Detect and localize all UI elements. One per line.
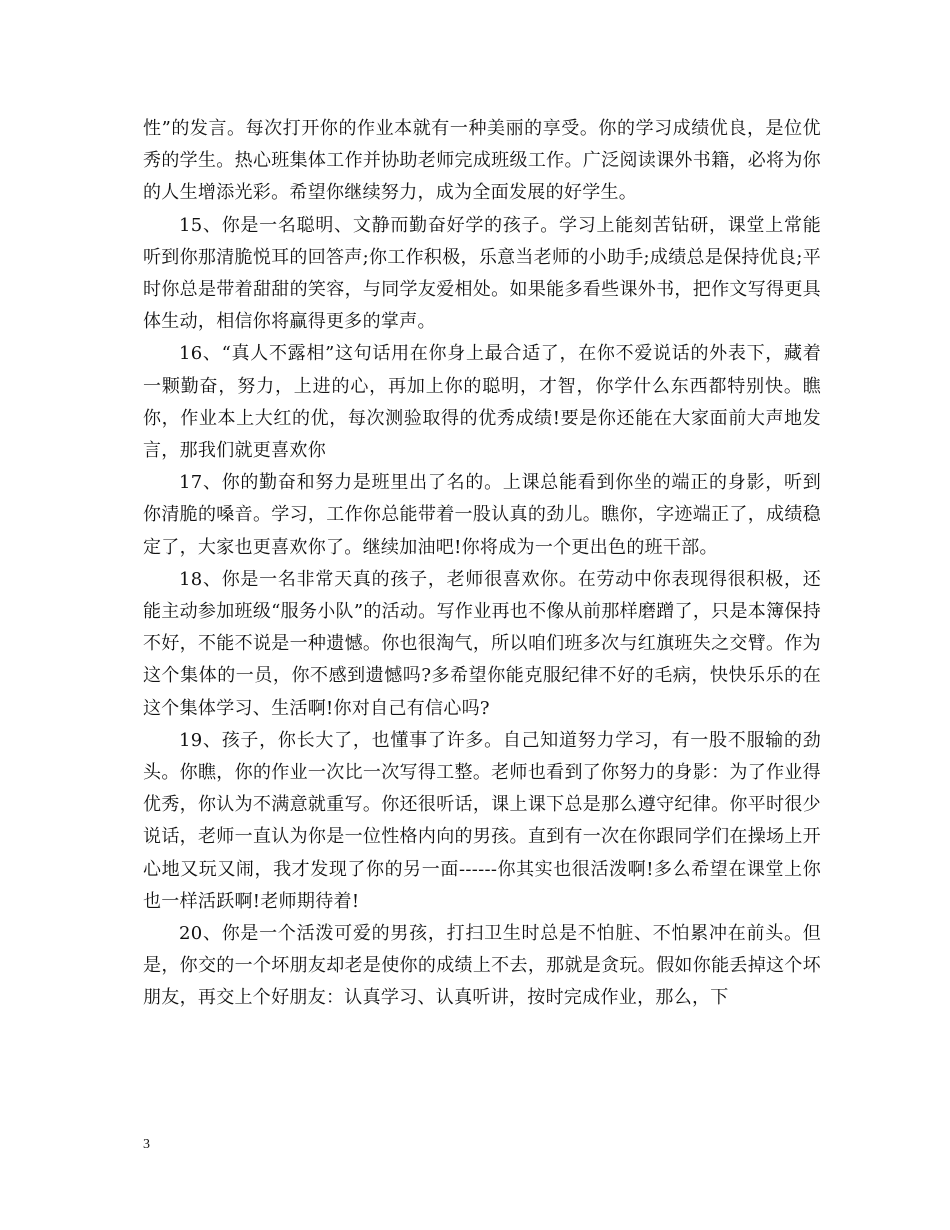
- paragraph-comment-20: 20、你是一个活泼可爱的男孩，打扫卫生时总是不怕脏、不怕累冲在前头。但是，你交的一个坏朋友却老是使你的成绩上不去，那就是贪玩。假如你能丢掉这个坏朋友，再交上个好朋友：认真学习、认真听讲，按时完成作业，那么，下: [143, 923, 821, 1009]
- paragraph-comment-18: 18、你是一名非常天真的孩子，老师很喜欢你。在劳动中你表现得很积极，还能主动参加班级“服务小队”的活动。写作业再也不像从前那样磨蹭了，只是本簿保持不好，不能不说是一种遗憾。你也很淘气，所以咱们班多次与红旗班失之交臂。作为这个集体的一员，你不感到遗憾吗?多希望你能克服纪律不好的毛病，快快乐乐的在这个集体学习、生活啊!你对自己有信心吗?: [143, 568, 821, 719]
- document-body: [143, 113, 821, 1015]
- paragraph-comment-16: 16、“真人不露相”这句话用在你身上最合适了，在你不爱说话的外表下，藏着一颗勤奋，努力，上进的心，再加上你的聪明，才智，你学什么东西都特别快。瞧你，作业本上大红的优，每次测验取得的优秀成绩!要是你还能在大家面前大声地发言，那我们就更喜欢你: [143, 343, 821, 462]
- paragraph-comment-19: 19、孩子，你长大了，也懂事了许多。自己知道努力学习，有一股不服输的劲头。你瞧，你的作业一次比一次写得工整。老师也看到了你努力的身影：为了作业得优秀，你认为不满意就重写。你还很听话，课上课下总是那么遵守纪律。你平时很少说话，老师一直认为你是一位性格内向的男孩。直到有一次在你跟同学们在操场上开心地又玩又闹，我才发现了你的另一面------你其实也很活泼啊!多么希望在课堂上你也一样活跃啊!老师期待着!: [143, 729, 821, 912]
- paragraph-comment-17: 17、你的勤奋和努力是班里出了名的。上课总能看到你坐的端正的身影，听到你清脆的嗓音。学习，工作你总能带着一股认真的劲儿。瞧你，字迹端正了，成绩稳定了，大家也更喜欢你了。继续加油吧!你将成为一个更出色的班干部。: [143, 472, 821, 558]
- paragraph-comment-15: 15、你是一名聪明、文静而勤奋好学的孩子。学习上能刻苦钻研，课堂上常能听到你那清脆悦耳的回答声;你工作积极，乐意当老师的小助手;成绩总是保持优良;平时你总是带着甜甜的笑容，与同学友爱相处。如果能多看些课外书，把作文写得更具体生动，相信你将赢得更多的掌声。: [143, 214, 821, 333]
- paragraph-continuation: 性”的发言。每次打开你的作业本就有一种美丽的享受。你的学习成绩优良，是位优秀的学生。热心班集体工作并协助老师完成班级工作。广泛阅读课外书籍，必将为你的人生增添光彩。希望你继续努力，成为全面发展的好学生。: [143, 118, 821, 204]
- page-number: 3: [143, 1137, 150, 1152]
